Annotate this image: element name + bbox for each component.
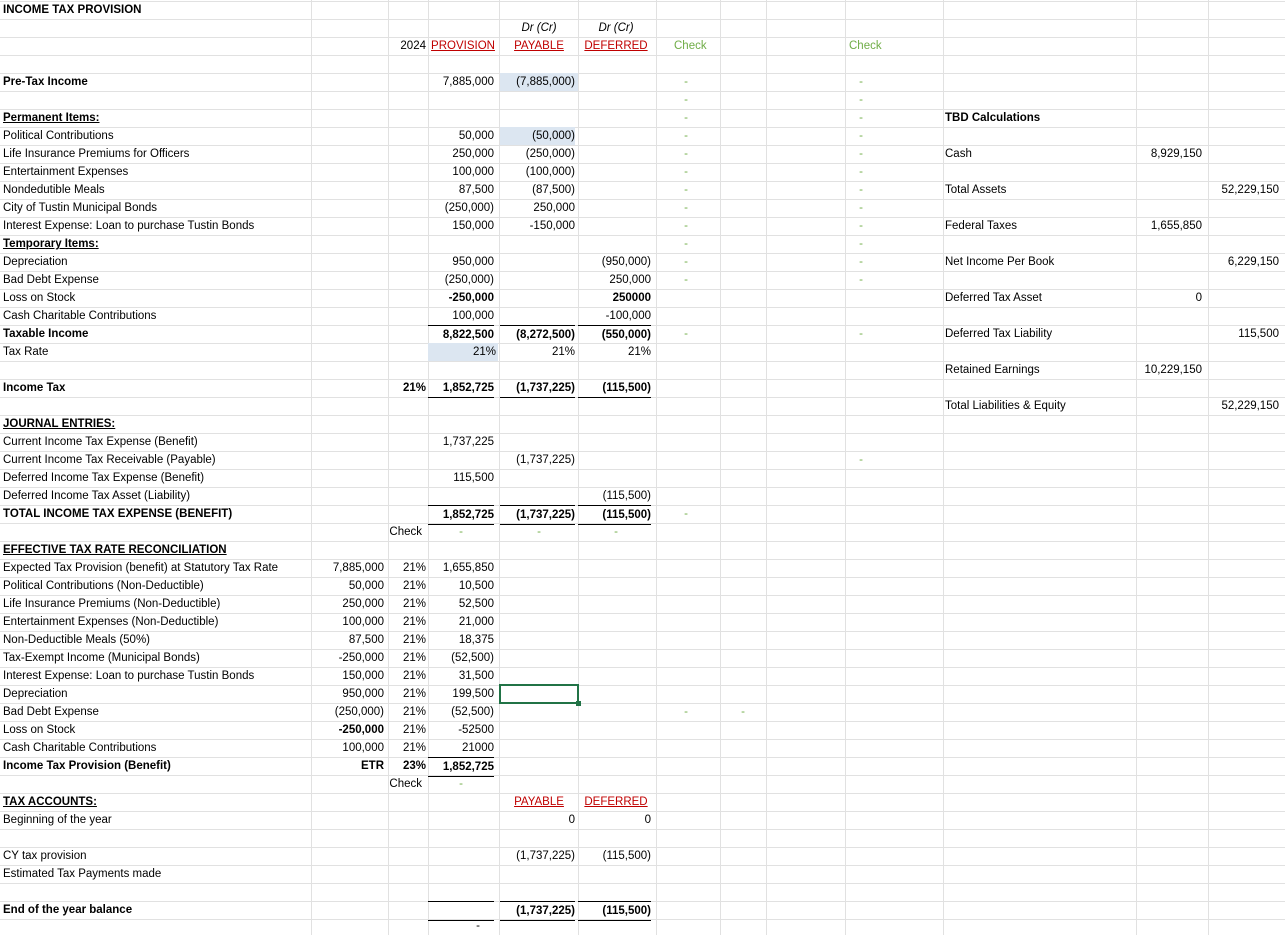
etr-item-tax[interactable]: 21,000 xyxy=(458,616,494,628)
temporary-item-provision[interactable]: 950,000 xyxy=(452,256,494,268)
etr-item-rate[interactable]: 21% xyxy=(402,634,426,646)
header-deferred: DEFERRED xyxy=(584,40,648,52)
permanent-item-provision[interactable]: 250,000 xyxy=(452,148,494,160)
rate-provision[interactable]: 21% xyxy=(428,343,498,361)
permanent-item-provision[interactable]: 87,500 xyxy=(458,184,494,196)
temporary-item-deferred[interactable]: (950,000) xyxy=(601,256,651,268)
permanent-item-payable[interactable]: (50,000) xyxy=(500,127,575,145)
check-dash: - xyxy=(859,148,863,160)
etr-total-tax[interactable]: 1,852,725 xyxy=(428,757,494,777)
tbd-item-label: Retained Earnings xyxy=(945,364,1040,376)
header-payable: PAYABLE xyxy=(514,40,564,52)
taxable-deferred[interactable]: (550,000) xyxy=(578,325,651,344)
permanent-item-provision[interactable]: 50,000 xyxy=(458,130,494,142)
temporary-item-label: Loss on Stock xyxy=(3,292,76,304)
permanent-item-label: Political Contributions xyxy=(3,130,114,142)
temporary-item-deferred[interactable]: 250000 xyxy=(612,292,651,304)
etr-item-label: Interest Expense: Loan to purchase Tustin Bonds xyxy=(3,670,255,682)
rate-payable[interactable]: 21% xyxy=(551,346,575,358)
etr-item-rate[interactable]: 21% xyxy=(402,670,426,682)
check-dash: - xyxy=(859,238,863,250)
journal-entry-label: Deferred Income Tax Expense (Benefit) xyxy=(3,472,205,484)
permanent-item-label: Life Insurance Premiums for Officers xyxy=(3,148,190,160)
check-dash: - xyxy=(684,256,688,268)
etr-item-tax[interactable]: 31,500 xyxy=(458,670,494,682)
sheet-title: INCOME TAX PROVISION xyxy=(3,4,142,16)
check-dash: - xyxy=(859,166,863,178)
check-dash: - xyxy=(684,220,688,232)
permanent-item-label: City of Tustin Municipal Bonds xyxy=(3,202,158,214)
journal-entry-provision[interactable]: 115,500 xyxy=(453,472,494,484)
header-check-1: Check xyxy=(674,40,707,52)
etr-item-rate[interactable]: 21% xyxy=(402,724,426,736)
incometax-provision[interactable]: 1,852,725 xyxy=(428,379,494,398)
etr-item-label: Entertainment Expenses (Non-Deductible) xyxy=(3,616,219,628)
pretax-provision[interactable]: 7,885,000 xyxy=(442,76,494,88)
permanent-item-payable[interactable]: -150,000 xyxy=(529,220,575,232)
temporary-item-deferred[interactable]: -100,000 xyxy=(605,310,651,322)
taxable-label: Taxable Income xyxy=(3,328,89,340)
temporary-item-provision[interactable]: (250,000) xyxy=(444,274,494,286)
check-dash: - xyxy=(741,706,745,718)
etr-item-amount[interactable]: 7,885,000 xyxy=(332,562,384,574)
tbd-item-label: Total Assets xyxy=(945,184,1007,196)
fill-handle[interactable] xyxy=(576,701,581,706)
permanent-item-provision[interactable]: (250,000) xyxy=(444,202,494,214)
end-balance-deferred[interactable]: (115,500) xyxy=(578,901,651,921)
header-provision: PROVISION xyxy=(431,40,495,52)
bottom-dash: - xyxy=(476,920,480,932)
temporary-item-provision[interactable]: -250,000 xyxy=(448,292,494,304)
tbd-item-value-a[interactable]: 1,655,850 xyxy=(1150,220,1202,232)
journal-total-payable[interactable]: (1,737,225) xyxy=(500,505,575,525)
rate-deferred[interactable]: 21% xyxy=(627,346,651,358)
permanent-heading: Permanent Items: xyxy=(3,112,100,124)
check-dash: - xyxy=(684,706,688,718)
taxaccounts-heading: TAX ACCOUNTS: xyxy=(3,796,97,808)
etr-item-label: Tax-Exempt Income (Municipal Bonds) xyxy=(3,652,200,664)
etr-item-amount[interactable]: 100,000 xyxy=(342,616,384,628)
etr-item-tax[interactable]: 199,500 xyxy=(452,688,494,700)
check-dash: - xyxy=(684,508,688,520)
etr-check-label: Check xyxy=(389,778,422,790)
cy-provision-label: CY tax provision xyxy=(3,850,87,862)
estimated-payments-label: Estimated Tax Payments made xyxy=(3,868,162,880)
incometax-rate[interactable]: 21% xyxy=(402,382,426,394)
check-dash: - xyxy=(859,328,863,340)
check-dash: - xyxy=(684,202,688,214)
etr-heading: EFFECTIVE TAX RATE RECONCILIATION xyxy=(3,544,227,556)
incometax-payable[interactable]: (1,737,225) xyxy=(500,379,575,398)
incometax-deferred[interactable]: (115,500) xyxy=(578,379,651,398)
check-dash: - xyxy=(859,76,863,88)
tbd-item-label: Net Income Per Book xyxy=(945,256,1055,268)
journal-total-provision[interactable]: 1,852,725 xyxy=(428,505,494,525)
etr-item-rate[interactable]: 21% xyxy=(402,616,426,628)
etr-item-tax[interactable]: (52,500) xyxy=(451,706,494,718)
pretax-payable[interactable]: (7,885,000) xyxy=(500,73,578,91)
header-check-2: Check xyxy=(849,40,882,52)
check-dash: - xyxy=(859,202,863,214)
etr-item-tax[interactable]: 18,375 xyxy=(458,634,494,646)
rate-label: Tax Rate xyxy=(3,346,49,358)
permanent-item-payable[interactable]: (250,000) xyxy=(525,148,575,160)
check-dash: - xyxy=(684,274,688,286)
journal-total-deferred[interactable]: (115,500) xyxy=(578,505,651,525)
etr-item-tax[interactable]: 52,500 xyxy=(458,598,494,610)
beginning-label: Beginning of the year xyxy=(3,814,112,826)
check-dash: - xyxy=(684,148,688,160)
tbd-item-label: Cash xyxy=(945,148,972,160)
tbd-item-value-a[interactable]: 8,929,150 xyxy=(1150,148,1202,160)
etr-item-label: Political Contributions (Non-Deductible) xyxy=(3,580,204,592)
etr-item-rate[interactable]: 21% xyxy=(402,688,426,700)
etr-item-label: Bad Debt Expense xyxy=(3,706,99,718)
incometax-label: Income Tax xyxy=(3,382,66,394)
tbd-item-label: Total Liabilities & Equity xyxy=(945,400,1066,412)
check-dash: - xyxy=(859,130,863,142)
permanent-item-label: Entertainment Expenses xyxy=(3,166,129,178)
tbd-heading: TBD Calculations xyxy=(945,112,1041,124)
beginning-deferred[interactable]: 0 xyxy=(644,814,651,826)
temporary-item-label: Bad Debt Expense xyxy=(3,274,99,286)
check-dash: - xyxy=(684,166,688,178)
etr-item-amount[interactable]: (250,000) xyxy=(334,706,384,718)
tbd-item-value-b[interactable]: 115,500 xyxy=(1238,328,1279,340)
etr-item-amount[interactable]: -250,000 xyxy=(338,724,384,736)
etr-item-rate[interactable]: 21% xyxy=(402,652,426,664)
journal-entry-payable[interactable]: (1,737,225) xyxy=(516,454,575,466)
taxable-payable[interactable]: (8,272,500) xyxy=(500,325,575,344)
permanent-item-payable[interactable]: (100,000) xyxy=(525,166,575,178)
check-dash: - xyxy=(614,526,618,538)
check-dash: - xyxy=(537,526,541,538)
tbd-item-label: Federal Taxes xyxy=(945,220,1018,232)
temporary-item-deferred[interactable]: 250,000 xyxy=(609,274,651,286)
check-dash: - xyxy=(859,274,863,286)
check-dash: - xyxy=(684,328,688,340)
check-dash: - xyxy=(684,76,688,88)
journal-entry-deferred[interactable]: (115,500) xyxy=(602,490,651,502)
check-dash: - xyxy=(859,256,863,268)
check-dash: - xyxy=(684,130,688,142)
permanent-item-payable[interactable]: 250,000 xyxy=(533,202,575,214)
journal-entry-label: Current Income Tax Expense (Benefit) xyxy=(3,436,198,448)
etr-item-amount[interactable]: -250,000 xyxy=(338,652,384,664)
taxaccounts-deferred-header: DEFERRED xyxy=(584,796,648,808)
check-dash: - xyxy=(859,220,863,232)
pretax-label: Pre-Tax Income xyxy=(3,76,88,88)
check-dash: - xyxy=(684,184,688,196)
journal-total-label: TOTAL INCOME TAX EXPENSE (BENEFIT) xyxy=(3,508,233,520)
cy-provision-payable[interactable]: (1,737,225) xyxy=(516,850,575,862)
etr-item-rate[interactable]: 21% xyxy=(402,562,426,574)
check-dash: - xyxy=(859,454,863,466)
etr-total-rate[interactable]: 23% xyxy=(402,760,426,772)
etr-item-label: Loss on Stock xyxy=(3,724,76,736)
tbd-item-value-b[interactable]: 6,229,150 xyxy=(1227,256,1279,268)
etr-item-amount[interactable]: 150,000 xyxy=(342,670,384,682)
journal-entry-provision[interactable]: 1,737,225 xyxy=(442,436,494,448)
etr-item-label: Non-Deductible Meals (50%) xyxy=(3,634,151,646)
selected-cell[interactable] xyxy=(499,684,579,704)
etr-item-rate[interactable]: 21% xyxy=(402,580,426,592)
etr-item-tax[interactable]: 21000 xyxy=(462,742,494,754)
tbd-item-value-a[interactable]: 0 xyxy=(1195,292,1202,304)
etr-item-amount[interactable]: 950,000 xyxy=(342,688,384,700)
cy-provision-deferred[interactable]: (115,500) xyxy=(602,850,651,862)
etr-item-tax[interactable]: 1,655,850 xyxy=(442,562,494,574)
check-dash: - xyxy=(859,94,863,106)
check-dash: - xyxy=(459,778,463,790)
journal-heading: JOURNAL ENTRIES: xyxy=(3,418,116,430)
etr-item-rate[interactable]: 21% xyxy=(402,706,426,718)
taxaccounts-payable-header: PAYABLE xyxy=(514,796,564,808)
check-dash: - xyxy=(684,238,688,250)
header-drcr-payable: Dr (Cr) xyxy=(521,22,557,34)
tbd-item-label: Deferred Tax Liability xyxy=(945,328,1053,340)
check-dash: - xyxy=(459,526,463,538)
etr-item-amount[interactable]: 50,000 xyxy=(348,580,384,592)
etr-item-label: Expected Tax Provision (benefit) at Statutory Tax Rate xyxy=(3,562,279,574)
temporary-item-provision[interactable]: 100,000 xyxy=(452,310,494,322)
etr-item-rate[interactable]: 21% xyxy=(402,742,426,754)
permanent-item-label: Nondedutible Meals xyxy=(3,184,105,196)
check-dash: - xyxy=(859,184,863,196)
permanent-item-label: Interest Expense: Loan to purchase Tustin Bonds xyxy=(3,220,255,232)
beginning-payable[interactable]: 0 xyxy=(568,814,575,826)
permanent-item-provision[interactable]: 150,000 xyxy=(452,220,494,232)
taxable-provision[interactable]: 8,822,500 xyxy=(428,325,494,344)
etr-item-rate[interactable]: 21% xyxy=(402,598,426,610)
tbd-item-value-a[interactable]: 10,229,150 xyxy=(1144,364,1202,376)
etr-item-amount[interactable]: 250,000 xyxy=(342,598,384,610)
etr-item-tax[interactable]: 10,500 xyxy=(458,580,494,592)
etr-item-tax[interactable]: -52500 xyxy=(458,724,494,736)
header-year: 2024 xyxy=(400,40,426,52)
check-dash: - xyxy=(859,112,863,124)
check-dash: - xyxy=(684,112,688,124)
etr-total-etr-label: ETR xyxy=(361,760,384,772)
journal-entry-label: Deferred Income Tax Asset (Liability) xyxy=(3,490,191,502)
tbd-item-value-b[interactable]: 52,229,150 xyxy=(1221,400,1279,412)
etr-total-label: Income Tax Provision (Benefit) xyxy=(3,760,171,772)
etr-item-label: Life Insurance Premiums (Non-Deductible) xyxy=(3,598,221,610)
etr-item-tax[interactable]: (52,500) xyxy=(451,652,494,664)
tbd-item-value-b[interactable]: 52,229,150 xyxy=(1221,184,1279,196)
temporary-item-label: Depreciation xyxy=(3,256,68,268)
temporary-item-label: Cash Charitable Contributions xyxy=(3,310,157,322)
end-balance-payable[interactable]: (1,737,225) xyxy=(500,901,575,921)
permanent-item-payable[interactable]: (87,500) xyxy=(532,184,575,196)
end-balance-label: End of the year balance xyxy=(3,904,133,916)
journal-entry-label: Current Income Tax Receivable (Payable) xyxy=(3,454,216,466)
tbd-item-label: Deferred Tax Asset xyxy=(945,292,1042,304)
etr-item-label: Cash Charitable Contributions xyxy=(3,742,157,754)
journal-check-label: Check xyxy=(389,526,422,538)
etr-item-label: Depreciation xyxy=(3,688,68,700)
temporary-heading: Temporary Items: xyxy=(3,238,99,250)
etr-item-amount[interactable]: 87,500 xyxy=(348,634,384,646)
check-dash: - xyxy=(684,94,688,106)
header-drcr-deferred: Dr (Cr) xyxy=(598,22,634,34)
etr-item-amount[interactable]: 100,000 xyxy=(342,742,384,754)
permanent-item-provision[interactable]: 100,000 xyxy=(452,166,494,178)
